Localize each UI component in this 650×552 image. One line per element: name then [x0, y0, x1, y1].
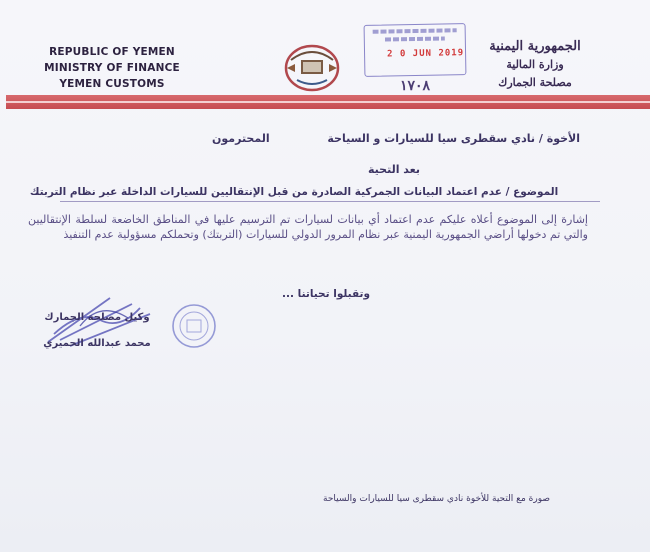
official-seal-icon — [170, 302, 218, 350]
letterhead-ar-country: الجمهورية اليمنية — [489, 39, 581, 54]
stamp-date: 2 0 JUN 2019 — [386, 48, 465, 60]
letterhead-line-department: YEMEN CUSTOMS — [59, 78, 165, 90]
honorific: المحترمون — [212, 132, 270, 145]
subject-underline — [60, 201, 600, 202]
signatory-name: محمد عبدالله الحميري — [43, 338, 151, 349]
letterhead-line-ministry: MINISTRY OF FINANCE — [44, 62, 180, 74]
letterhead-line-country: REPUBLIC OF YEMEN — [49, 46, 175, 58]
subject-line: الموضوع / عدم اعتماد البيانات الجمركية الصادرة من قبل الإنتقاليين للسيارات الداخلة عبر نظام التربتك — [29, 186, 559, 198]
greeting: بعد التحية — [367, 163, 420, 176]
signatory-title: وكيل مصلحة الجمارك — [44, 312, 150, 323]
copy-to-line: صورة مع التحية للأخوة نادي سقطرى سيا للسيارات والسياحة — [323, 494, 550, 504]
recipient-line: الأخوة / نادي سقطرى سيا للسيارات و السياحة — [327, 132, 580, 145]
letterhead-ar-ministry: وزارة المالية — [506, 58, 564, 71]
header-divider-stripe — [6, 101, 650, 103]
emblem-icon — [281, 42, 343, 94]
letterhead-arabic — [460, 38, 610, 92]
letterhead-english — [22, 44, 202, 92]
letterhead-ar-department: مصلحة الجمارك — [498, 76, 572, 89]
letter-body: إشارة إلى الموضوع أعلاه عليكم عدم اعتماد أي بيانات لسيارات تم الترسيم عليها في المناطق الخاضعة لسلطة الإنتقاليين والتي تم دخولها أراضي الجمهورية اليمنية عبر نظام المرور الدولي للسيارات (التربتك) وتحملكم مسؤولية عدم التنفيذ — [28, 213, 588, 241]
received-stamp — [364, 23, 467, 77]
closing-line: وتقبلوا تحياتنا ... — [282, 288, 370, 300]
reference-number: ١٧٠٨ — [400, 78, 431, 94]
